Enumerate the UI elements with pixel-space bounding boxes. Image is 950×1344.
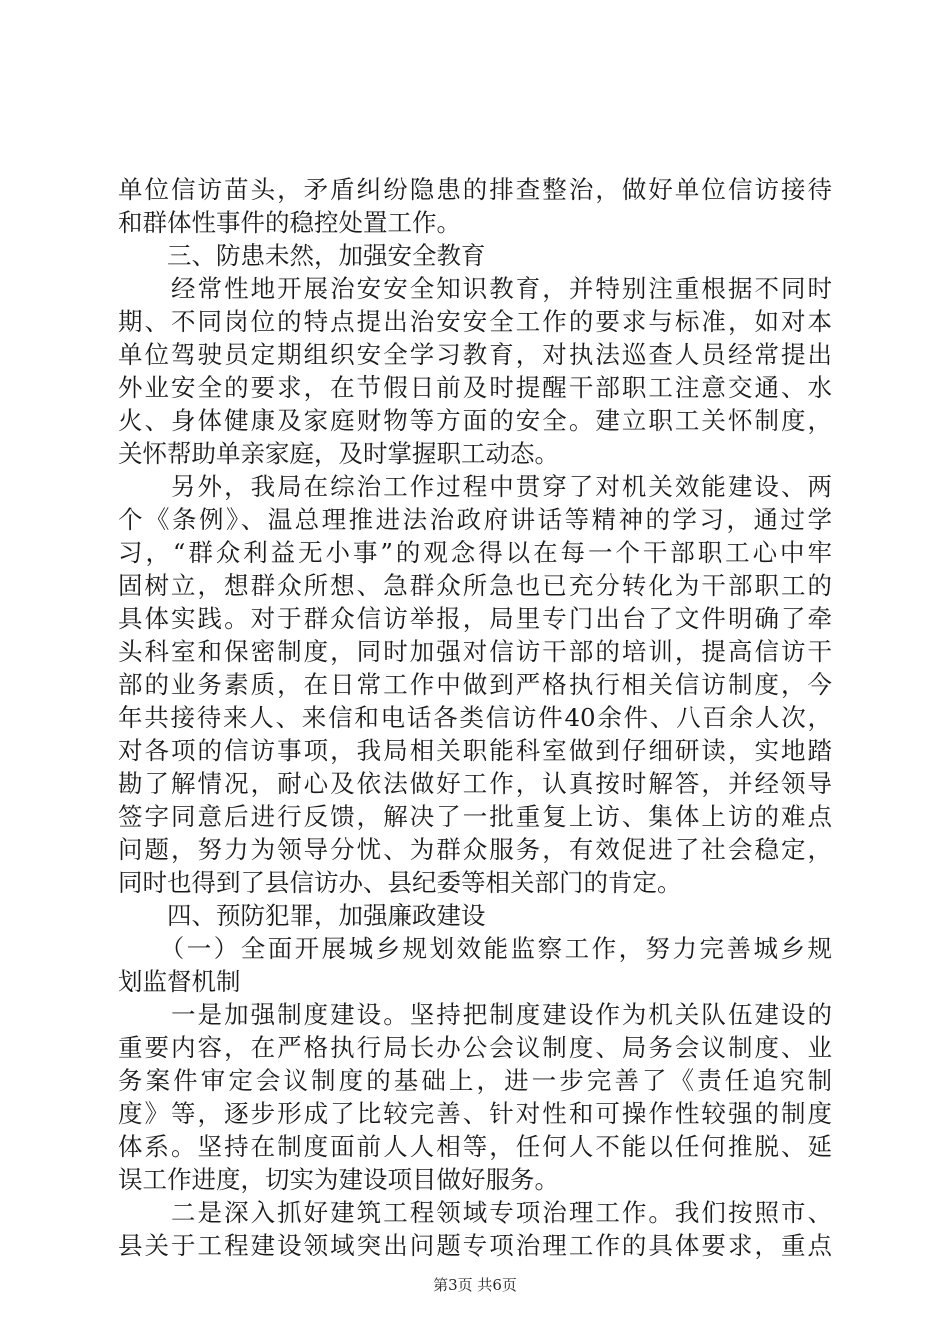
text-line: 经常性地开展治安安全知识教育，并特别注重根据不同时 bbox=[118, 274, 832, 303]
text-line: 个《条例》、温总理推进法治政府讲话等精神的学习，通过学 bbox=[118, 505, 832, 534]
text-line: 习，“群众利益无小事”的观念得以在每一个干部职工心中牢 bbox=[118, 538, 832, 567]
text-line: 固树立，想群众所想、急群众所急也已充分转化为干部职工的 bbox=[118, 571, 832, 600]
text-line: 误工作进度，切实为建设项目做好服务。 bbox=[118, 1165, 559, 1194]
text-line: 部的业务素质，在日常工作中做到严格执行相关信访制度，今 bbox=[118, 670, 832, 699]
text-line: 勘了解情况，耐心及依法做好工作，认真按时解答，并经领导 bbox=[118, 769, 832, 798]
text-line: 外业安全的要求，在节假日前及时提醒干部职工注意交通、水 bbox=[118, 373, 832, 402]
text-line: 单位驾驶员定期组织安全学习教育，对执法巡查人员经常提出 bbox=[118, 340, 832, 369]
text-line: 县关于工程建设领域突出问题专项治理工作的具体要求，重点 bbox=[118, 1231, 832, 1260]
section-heading: 四、预防犯罪，加强廉政建设 bbox=[118, 901, 486, 930]
text-line: 年共接待来人、来信和电话各类信访件40余件、八百余人次， bbox=[118, 703, 832, 732]
subsection-heading: 划监督机制 bbox=[118, 967, 241, 996]
text-line: 同时也得到了县信访办、县纪委等相关部门的肯定。 bbox=[118, 868, 682, 897]
text-line: 和群体性事件的稳控处置工作。 bbox=[118, 208, 461, 237]
text-line: 期、不同岗位的特点提出治安安全工作的要求与标准，如对本 bbox=[118, 307, 832, 336]
text-line: 火、身体健康及家庭财物等方面的安全。建立职工关怀制度， bbox=[118, 406, 832, 435]
text-line: 重要内容，在严格执行局长办公会议制度、局务会议制度、业 bbox=[118, 1033, 832, 1062]
text-line: 关怀帮助单亲家庭，及时掌握职工动态。 bbox=[118, 439, 559, 468]
text-line: 具体实践。对于群众信访举报，局里专门出台了文件明确了牵 bbox=[118, 604, 832, 633]
text-line: 另外，我局在综治工作过程中贯穿了对机关效能建设、两 bbox=[118, 472, 832, 501]
text-line: 务案件审定会议制度的基础上，进一步完善了《责任追究制 bbox=[118, 1066, 832, 1095]
page-number-footer: 第3页 共6页 bbox=[433, 1276, 517, 1294]
text-line: 头科室和保密制度，同时加强对信访干部的培训，提高信访干 bbox=[118, 637, 832, 666]
text-line: 对各项的信访事项，我局相关职能科室做到仔细研读，实地踏 bbox=[118, 736, 832, 765]
text-line: 二是深入抓好建筑工程领域专项治理工作。我们按照市、 bbox=[118, 1198, 832, 1227]
text-line: 签字同意后进行反馈，解决了一批重复上访、集体上访的难点 bbox=[118, 802, 832, 831]
text-line: 一是加强制度建设。坚持把制度建设作为机关队伍建设的 bbox=[118, 1000, 832, 1029]
section-heading: 三、防患未然，加强安全教育 bbox=[118, 241, 486, 270]
text-line: 单位信访苗头，矛盾纠纷隐患的排查整治，做好单位信访接待 bbox=[118, 175, 832, 204]
text-line: 体系。坚持在制度面前人人相等，任何人不能以任何推脱、延 bbox=[118, 1132, 832, 1161]
text-line: 度》等，逐步形成了比较完善、针对性和可操作性较强的制度 bbox=[118, 1099, 832, 1128]
subsection-heading: （一）全面开展城乡规划效能监察工作，努力完善城乡规 bbox=[118, 934, 832, 963]
text-line: 问题，努力为领导分忧、为群众服务，有效促进了社会稳定， bbox=[118, 835, 832, 864]
